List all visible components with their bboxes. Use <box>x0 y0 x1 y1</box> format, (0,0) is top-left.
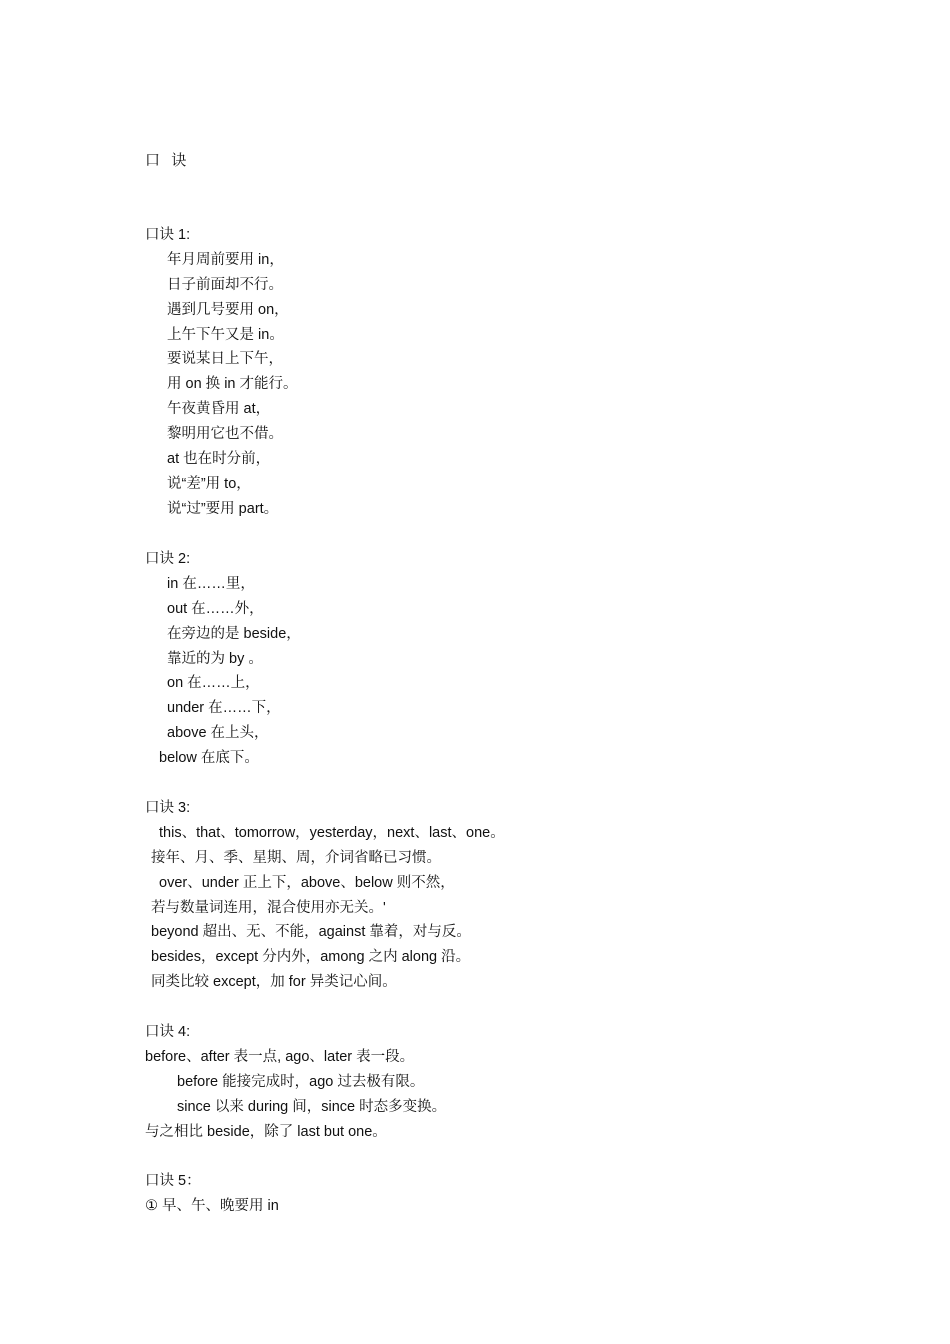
verse-line: at 也在时分前， <box>167 451 271 468</box>
verse-line: 黎明用它也不借。 <box>167 426 283 443</box>
verse-line: 用 on 换 in 才能行。 <box>167 376 298 393</box>
verse-line: before 能接完成时，ago 过去极有限。 <box>177 1073 425 1090</box>
verse-line: 与之相比 beside，除了 last but one。 <box>145 1123 387 1140</box>
section-heading: 口诀 2: <box>145 551 191 567</box>
mnemonic-section-3 <box>145 796 905 995</box>
verse-line: 同类比较 except，加 for 异类记心间。 <box>151 974 397 991</box>
verse-line: 靠近的为 by 。 <box>167 650 263 667</box>
verse-line: besides，except 分内外，among 之内 along 沿。 <box>151 949 471 966</box>
verse-line: over、under 正上下，above、below 则不然， <box>159 874 455 891</box>
mnemonic-section-4 <box>145 1020 905 1144</box>
verse-line: beyond 超出、无、不能，against 靠着，对与反。 <box>151 924 471 941</box>
verse-line: out 在……外， <box>167 600 264 617</box>
section-heading: 口诀 5： <box>145 1173 201 1189</box>
verse-line: before、after 表一点, ago、later 表一段。 <box>145 1048 415 1065</box>
verse-line: 日子前面却不行。 <box>167 276 283 293</box>
verse-line: in 在……里， <box>167 575 255 592</box>
verse-line: 上午下午又是 in。 <box>167 326 284 343</box>
verse-line: 接年、月、季、星期、周，介词省略已习惯。 <box>151 849 441 866</box>
verse-line: 遇到几号要用 on， <box>167 301 289 318</box>
verse-line: 要说某日上下午， <box>167 351 283 368</box>
verse-line: this、that、tomorrow，yesterday，next、last、one。 <box>159 824 505 841</box>
section-heading: 口诀 3: <box>145 800 191 816</box>
verse-line: 年月周前要用 in， <box>167 251 284 268</box>
verse-line: 说“过”要用 part。 <box>167 500 279 517</box>
verse-line: 在旁边的是 beside， <box>167 625 301 642</box>
mnemonic-section-5 <box>145 1169 905 1219</box>
verse-line: above 在上头， <box>167 725 269 742</box>
verse-line: 午夜黄昏用 at， <box>167 401 271 418</box>
verse-line: under 在……下， <box>167 700 281 717</box>
verse-line: ① 早、午、晚要用 in <box>145 1197 279 1214</box>
verse-line: 若与数量词连用，混合使用亦无关。' <box>151 899 386 916</box>
section-heading: 口诀 1: <box>145 227 191 243</box>
section-heading: 口诀 4: <box>145 1024 191 1040</box>
verse-line: 说“差”用 to， <box>167 475 251 492</box>
mnemonic-section-1 <box>145 223 905 522</box>
verse-line: below 在底下。 <box>159 750 259 767</box>
document-title: 口 诀 <box>145 152 188 169</box>
verse-line: on 在……上， <box>167 675 260 692</box>
mnemonic-section-2 <box>145 547 905 771</box>
verse-line: since 以来 during 间，since 时态多变换。 <box>177 1098 447 1115</box>
